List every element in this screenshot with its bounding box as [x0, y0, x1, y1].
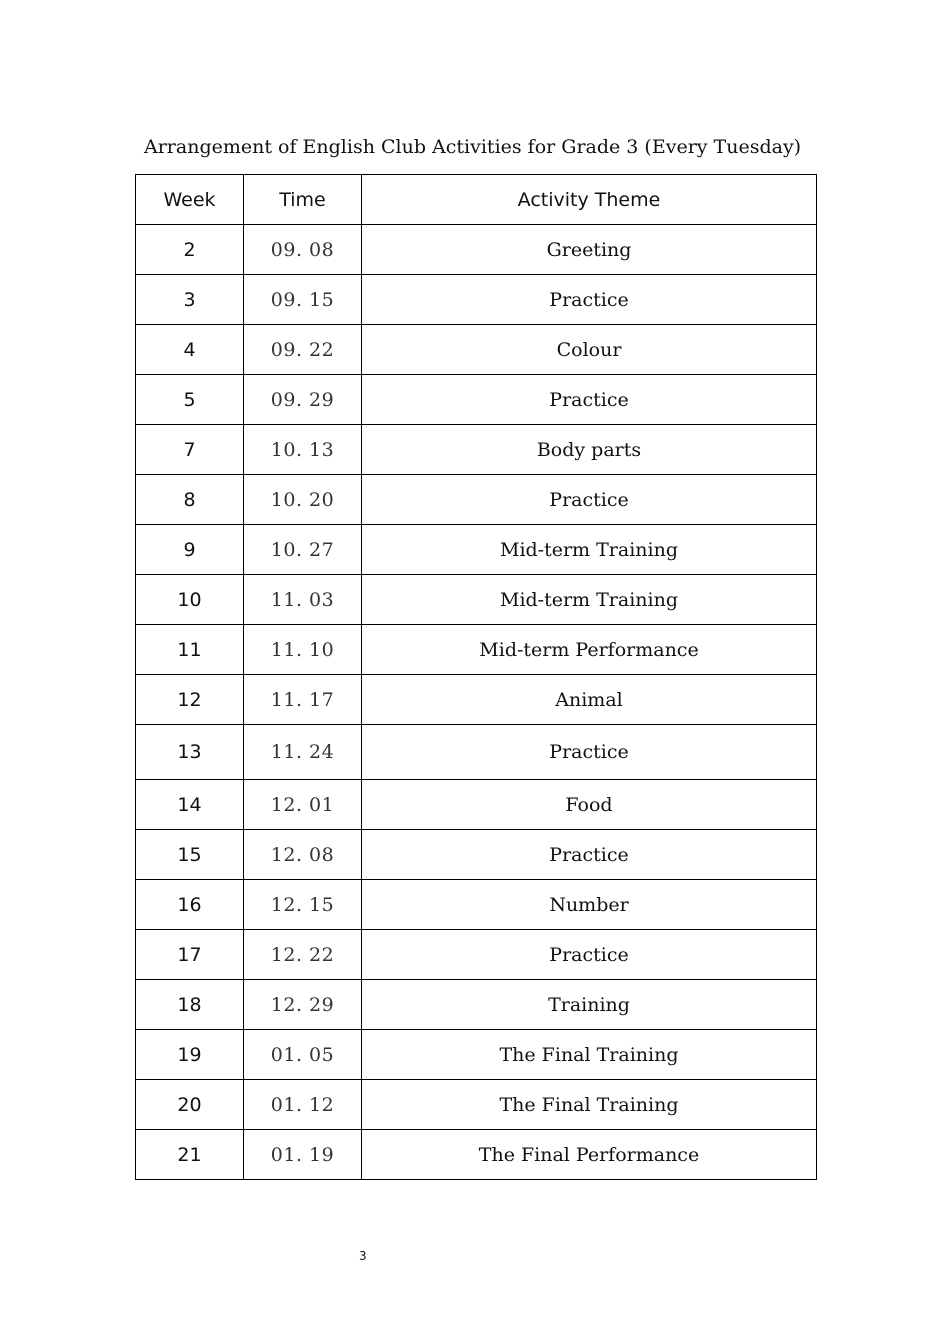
week-cell: 12 — [136, 675, 244, 725]
table-row — [136, 575, 817, 625]
time-cell: 09. 08 — [244, 225, 362, 275]
table-row — [136, 780, 817, 830]
week-cell: 15 — [136, 830, 244, 880]
table-row — [136, 375, 817, 425]
time-cell: 11. 10 — [244, 625, 362, 675]
activity-theme-cell: Mid-term Training — [362, 575, 817, 625]
time-cell: 11. 17 — [244, 675, 362, 725]
time-cell: 01. 12 — [244, 1080, 362, 1130]
activity-theme-cell: Practice — [362, 830, 817, 880]
table-row — [136, 1080, 817, 1130]
week-cell: 19 — [136, 1030, 244, 1080]
activity-theme-cell: Practice — [362, 375, 817, 425]
week-cell: 13 — [136, 725, 244, 780]
document-title: Arrangement of English Club Activities for Grade 3 (Every Tuesday) — [144, 136, 802, 158]
week-cell: 4 — [136, 325, 244, 375]
table-row — [136, 275, 817, 325]
time-cell: 12. 01 — [244, 780, 362, 830]
table-row — [136, 930, 817, 980]
week-cell: 14 — [136, 780, 244, 830]
table-row — [136, 980, 817, 1030]
activity-theme-cell: Practice — [362, 475, 817, 525]
time-cell: 09. 22 — [244, 325, 362, 375]
week-cell: 21 — [136, 1130, 244, 1180]
table-row — [136, 425, 817, 475]
activity-theme-cell: Mid-term Training — [362, 525, 817, 575]
time-cell: 10. 13 — [244, 425, 362, 475]
week-cell: 8 — [136, 475, 244, 525]
week-cell: 5 — [136, 375, 244, 425]
activity-theme-cell: Practice — [362, 725, 817, 780]
table-row — [136, 225, 817, 275]
table-row — [136, 475, 817, 525]
table-header-row — [136, 175, 817, 225]
time-cell: 12. 29 — [244, 980, 362, 1030]
table-body — [136, 225, 817, 1180]
week-cell: 18 — [136, 980, 244, 1030]
header-week: Week — [136, 175, 244, 225]
week-cell: 9 — [136, 525, 244, 575]
activity-theme-cell: Body parts — [362, 425, 817, 475]
week-cell: 2 — [136, 225, 244, 275]
week-cell: 7 — [136, 425, 244, 475]
activity-theme-cell: Practice — [362, 275, 817, 325]
activity-schedule-table — [135, 174, 817, 1180]
week-cell: 10 — [136, 575, 244, 625]
time-cell: 01. 05 — [244, 1030, 362, 1080]
table-row — [136, 880, 817, 930]
time-cell: 01. 19 — [244, 1130, 362, 1180]
week-cell: 20 — [136, 1080, 244, 1130]
week-cell: 11 — [136, 625, 244, 675]
activity-theme-cell: Number — [362, 880, 817, 930]
table-row — [136, 525, 817, 575]
table-row — [136, 1030, 817, 1080]
activity-theme-cell: The Final Training — [362, 1030, 817, 1080]
activity-theme-cell: The Final Performance — [362, 1130, 817, 1180]
week-cell: 3 — [136, 275, 244, 325]
time-cell: 11. 24 — [244, 725, 362, 780]
time-cell: 10. 20 — [244, 475, 362, 525]
table-row — [136, 325, 817, 375]
activity-theme-cell: Colour — [362, 325, 817, 375]
activity-theme-cell: Greeting — [362, 225, 817, 275]
time-cell: 12. 08 — [244, 830, 362, 880]
activity-theme-cell: Practice — [362, 930, 817, 980]
table-row — [136, 830, 817, 880]
activity-theme-cell: Animal — [362, 675, 817, 725]
table-row — [136, 625, 817, 675]
time-cell: 12. 15 — [244, 880, 362, 930]
time-cell: 10. 27 — [244, 525, 362, 575]
table-row — [136, 725, 817, 780]
header-activity-theme: Activity Theme — [362, 175, 817, 225]
table-row — [136, 675, 817, 725]
time-cell: 09. 29 — [244, 375, 362, 425]
activity-theme-cell: The Final Training — [362, 1080, 817, 1130]
time-cell: 11. 03 — [244, 575, 362, 625]
time-cell: 09. 15 — [244, 275, 362, 325]
activity-theme-cell: Training — [362, 980, 817, 1030]
table-row — [136, 1130, 817, 1180]
time-cell: 12. 22 — [244, 930, 362, 980]
week-cell: 17 — [136, 930, 244, 980]
activity-theme-cell: Mid-term Performance — [362, 625, 817, 675]
activity-theme-cell: Food — [362, 780, 817, 830]
page-number: 3 — [359, 1249, 367, 1263]
header-time: Time — [244, 175, 362, 225]
week-cell: 16 — [136, 880, 244, 930]
